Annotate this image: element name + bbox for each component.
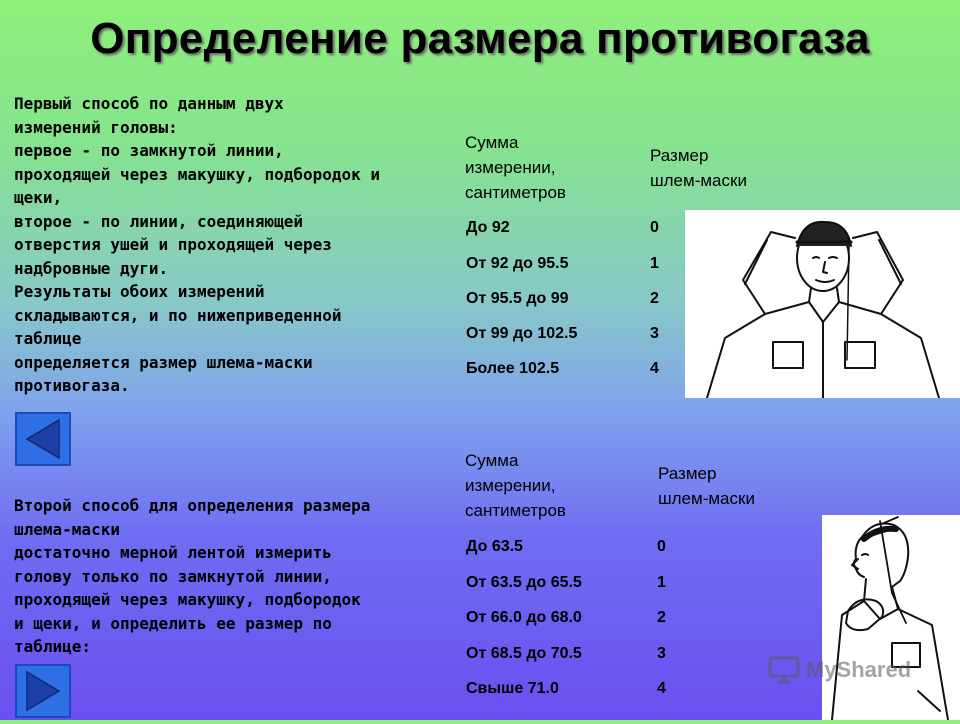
table1-size-0: 0 [650, 219, 659, 236]
table2-range-4: Свыше 71.0 [466, 680, 559, 697]
table1-range-0: До 92 [466, 219, 510, 236]
table1-range-4: Более 102.5 [466, 360, 560, 377]
right-triangle-icon [17, 666, 69, 716]
table2-size-4: 4 [657, 680, 666, 697]
next-slide-button[interactable] [15, 664, 71, 718]
table1-size-2: 2 [650, 290, 659, 307]
table1-range-3: От 99 до 102.5 [466, 325, 578, 342]
table1-size-header: Размер шлем-маски [650, 146, 747, 190]
method1-description: Первый способ по данным двух измерений головы: первое - по замкнутой линии, проходящей через макушку, подбородок и щеки, второе - по линии, соединяющей отверстия ушей и проходящей через надбровные дуги. Результаты обоих измерений складываются, и по нижеприведенной таблице определяется размер шлема-маски противогаза. [14, 94, 381, 395]
method2-description: Второй способ для определения размера шлема-маски достаточно мерной лентой измерить голову только по замкнутой линии, проходящей через макушку, подбородок и щеки, и определить ее размер по таблице: [14, 496, 371, 656]
watermark [768, 656, 911, 684]
table2-size-1: 1 [657, 574, 666, 591]
table2-range-1: От 63.5 до 65.5 [466, 574, 582, 591]
table1-size-3: 3 [650, 325, 659, 342]
head-measurement-illustration-front [685, 210, 960, 398]
table2-range-0: До 63.5 [466, 538, 523, 555]
presentation-screen-icon [768, 656, 800, 684]
head-measurement-illustration-profile [822, 515, 960, 720]
table2-range-2: От 66.0 до 68.0 [466, 609, 582, 626]
table1-sum-header: Сумма измерении, сантиметров [465, 133, 566, 202]
page-title: Определение размера противогаза [90, 14, 870, 63]
prev-slide-button[interactable] [15, 412, 71, 466]
table2-size-header: Размер шлем-маски [658, 464, 755, 508]
table1-size-1: 1 [650, 255, 659, 272]
left-triangle-icon [17, 414, 69, 464]
table2-size-0: 0 [657, 538, 666, 555]
table2-size-3: 3 [657, 645, 666, 662]
watermark-text: MyShared [806, 657, 912, 682]
table2-sum-header: Сумма измерении, сантиметров [465, 451, 566, 520]
table1-range-1: От 92 до 95.5 [466, 255, 569, 272]
table2-range-3: От 68.5 до 70.5 [466, 645, 582, 662]
table2-size-2: 2 [657, 609, 666, 626]
table1-size-4: 4 [650, 360, 659, 377]
table1-range-2: От 95.5 до 99 [466, 290, 569, 307]
